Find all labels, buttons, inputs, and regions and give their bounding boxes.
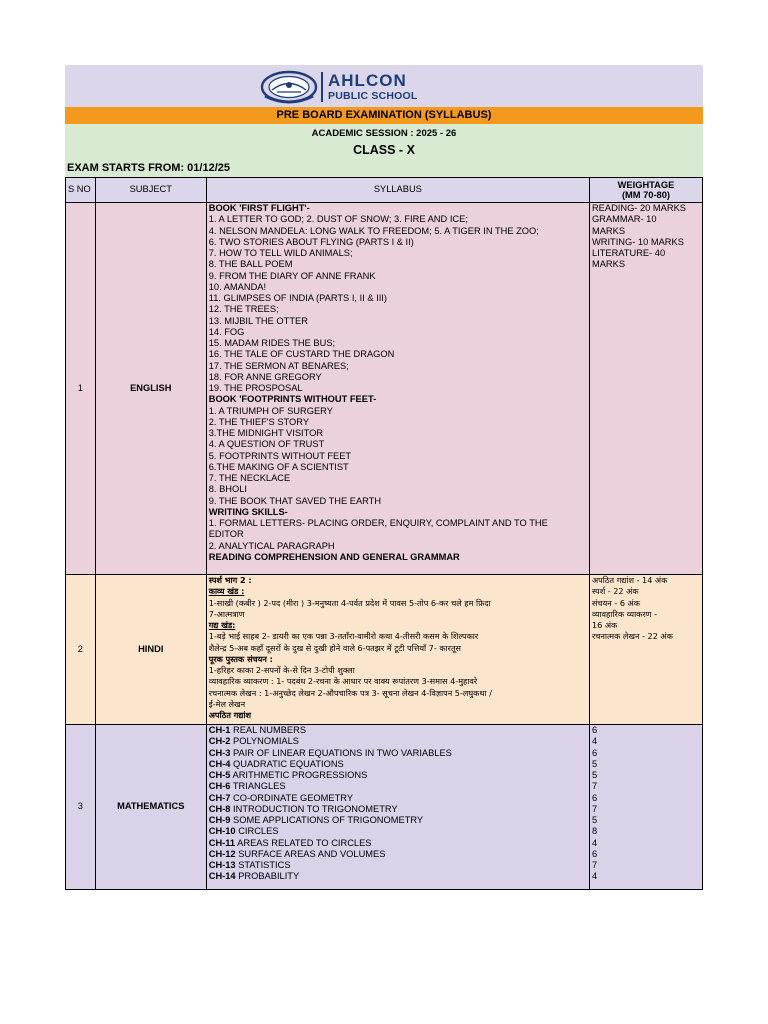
header-sno: S NO (66, 178, 96, 203)
english-syllabus-line: 13. MIJBIL THE OTTER (208, 315, 308, 326)
math-chapter-weightage: 4 (591, 736, 598, 747)
math-chapter-weightage: 5 (591, 770, 598, 780)
english-syllabus-line: 5. FOOTPRINTS WITHOUT FEET (208, 450, 352, 461)
hindi-weightage-line: संचयन - 6 अंक (591, 597, 640, 608)
math-chapter-title: SOME APPLICATIONS OF TRIGONOMETRY (230, 815, 424, 825)
hindi-syllabus-line: ई-मेल लेखन (208, 698, 246, 709)
english-syllabus-line: 4. NELSON MANDELA: LONG WALK TO FREEDOM; 5. A TIGER IN THE ZOO; (208, 225, 539, 236)
english-syllabus-line: 16. THE TALE OF CUSTARD THE DRAGON (208, 349, 395, 360)
english-weightage-line: WRITING- 10 MARKS (591, 236, 684, 247)
english-sno: 1 (66, 203, 96, 575)
english-syllabus-line: 14. FOG (208, 326, 245, 337)
hindi-syllabus-line: अपठित गद्यांश (208, 710, 252, 720)
math-chapter-line (209, 804, 587, 815)
math-chapter-number: CH-7 (208, 792, 231, 803)
english-weightage-line: READING- 20 MARKS (591, 203, 686, 213)
math-chapter-title: CIRCLES (235, 826, 279, 837)
logo-text (328, 72, 418, 102)
header-weightage-line2: (MM 70-80) (621, 190, 670, 200)
table-row-english (66, 203, 703, 575)
math-weightage (589, 725, 702, 890)
math-chapter-line (209, 781, 587, 792)
math-chapter-title: TRIANGLES (230, 781, 286, 792)
math-chapter-weightage: 8 (591, 826, 598, 837)
math-chapter-number: CH-5 (208, 770, 231, 780)
math-chapter-line (209, 849, 587, 860)
english-subject: ENGLISH (95, 203, 206, 575)
school-name: AHLCON (328, 71, 407, 91)
math-chapter-title: AREAS RELATED TO CIRCLES (235, 837, 372, 848)
header-subject: SUBJECT (95, 178, 206, 203)
english-syllabus-line: 9. THE BOOK THAT SAVED THE EARTH (208, 495, 382, 506)
math-chapter-weightage: 6 (591, 848, 598, 859)
class-title: CLASS - X (65, 142, 703, 160)
english-syllabus-line: 18. FOR ANNE GREGORY (208, 371, 322, 382)
school-emblem-icon (260, 70, 318, 104)
math-sno: 3 (66, 725, 96, 890)
english-syllabus-line: 7. HOW TO TELL WILD ANIMALS; (208, 248, 353, 258)
math-chapter-weightage: 4 (591, 837, 598, 848)
math-chapter-weightage: 6 (591, 792, 598, 803)
english-syllabus-line: 8. THE BALL POEM (208, 259, 293, 270)
math-chapter-title: PROBABILITY (235, 871, 300, 882)
math-chapter-number: CH-3 (208, 747, 231, 758)
hindi-syllabus-line: व्यावहारिक व्याकरण : 1- पदबंध 2-रचना के आधार पर वाक्य रूपांतरण 3-समास 4-मुहावरे (208, 676, 478, 687)
english-syllabus-line: 7. THE NECKLACE (208, 473, 291, 483)
hindi-sno: 2 (66, 575, 96, 725)
english-syllabus-line: BOOK 'FOOTPRINTS WITHOUT FEET- (208, 394, 377, 405)
syllabus-table (65, 177, 703, 890)
math-chapter-number: CH-10 (208, 826, 236, 837)
english-syllabus-line: 11. GLIMPSES OF INDIA (PARTS I, II & III) (208, 293, 387, 303)
hindi-weightage (589, 575, 702, 725)
english-syllabus-line: 1. A TRIUMPH OF SURGERY (208, 405, 333, 416)
school-subtitle: PUBLIC SCHOOL (328, 90, 418, 103)
math-chapter-number: CH-1 (208, 725, 231, 735)
hindi-syllabus-line: शैलेन्द्र 5-अब कहाँ दूसरों के दुख से दुखी होने वाले 6-पतझर में टूटी पत्तियाँ 7- कारतूस (208, 642, 462, 653)
exam-title: PRE BOARD EXAMINATION (SYLLABUS) (65, 107, 703, 124)
math-chapter-line (209, 759, 587, 770)
hindi-syllabus-line: 1-हरिहर काका 2-सपनों के-से दिन 3-टोपी शुक्ला (208, 665, 355, 675)
math-chapter-weightage: 5 (591, 758, 598, 769)
table-header-row (66, 178, 703, 203)
english-syllabus-line: 2. ANALYTICAL PARAGRAPH (208, 540, 335, 551)
hindi-syllabus-line: स्पर्श भाग 2 : (208, 575, 252, 585)
hindi-weightage-line: रचनात्मक लेखन - 22 अंक (591, 631, 673, 642)
math-chapter-line (209, 815, 587, 826)
english-syllabus-line: 10. AMANDA! (208, 281, 267, 292)
hindi-syllabus-line: गद्य खंड: (208, 620, 236, 630)
math-chapter-weightage: 5 (591, 815, 598, 825)
math-chapter-line (209, 736, 587, 747)
hindi-syllabus-line: 1-बड़े भाई साहब 2- डायरी का एक पन्ना 3-तताँरा-वामीरो कथा 4-तीसरी कसम के शिल्पकार (208, 631, 479, 642)
hindi-weightage-line: अपठित गद्यांश - 14 अंक (591, 575, 668, 585)
math-syllabus (206, 725, 589, 890)
math-chapter-weightage: 7 (591, 781, 598, 792)
english-syllabus-line: EDITOR (208, 529, 244, 540)
math-chapter-title: INTRODUCTION TO TRIGONOMETRY (230, 803, 398, 814)
hindi-syllabus-line: काव्य खंड : (208, 586, 245, 597)
math-chapter-line (209, 770, 587, 781)
math-chapter-weightage: 6 (591, 747, 598, 758)
header-weightage (589, 178, 702, 203)
english-weightage-line: MARKS (591, 225, 626, 236)
english-syllabus-line: 8. BHOLI (208, 484, 247, 495)
school-logo (260, 70, 418, 104)
math-chapter-number: CH-6 (208, 781, 231, 792)
logo-divider (321, 72, 323, 102)
hindi-syllabus-line: 7-आत्मत्राण (208, 608, 245, 619)
exam-start-date: EXAM STARTS FROM: 01/12/25 (65, 160, 703, 177)
math-chapter-title: ARITHMETIC PROGRESSIONS (230, 770, 368, 780)
math-chapter-number: CH-4 (208, 758, 231, 769)
math-chapter-title: SURFACE AREAS AND VOLUMES (235, 848, 386, 859)
hindi-weightage-line: व्यावहारिक व्याकरण - (591, 608, 658, 619)
math-chapter-number: CH-14 (208, 871, 236, 882)
math-chapter-title: STATISTICS (235, 860, 291, 870)
academic-session: ACADEMIC SESSION : 2025 - 26 (65, 124, 703, 142)
english-syllabus-line: 4. A QUESTION OF TRUST (208, 439, 325, 450)
english-syllabus-line: 17. THE SERMON AT BENARES; (208, 360, 349, 371)
math-chapter-number: CH-9 (208, 815, 231, 825)
hindi-syllabus-line: पूरक पुस्तक संचयन : (208, 653, 273, 664)
logo-band (65, 65, 703, 107)
english-syllabus-line: 15. MADAM RIDES THE BUS; (208, 338, 336, 348)
math-chapter-number: CH-11 (208, 837, 236, 848)
english-syllabus-line: 6. TWO STORIES ABOUT FLYING (PARTS I & II) (208, 236, 414, 247)
math-chapter-title: PAIR OF LINEAR EQUATIONS IN TWO VARIABLES (230, 747, 452, 758)
english-syllabus-line: 19. THE PROSPOSAL (208, 383, 303, 393)
math-chapter-weightage: 7 (591, 803, 598, 814)
math-chapter-title: CO-ORDINATE GEOMETRY (230, 792, 354, 803)
english-syllabus-line: 1. FORMAL LETTERS- PLACING ORDER, ENQUIRY, COMPLAINT AND TO THE (208, 518, 548, 528)
math-chapter-line (209, 871, 587, 882)
math-chapter-line (209, 748, 587, 759)
math-chapter-title: POLYNOMIALS (230, 736, 299, 747)
table-row-hindi (66, 575, 703, 725)
math-chapter-number: CH-2 (208, 736, 231, 747)
math-chapter-title: QUADRATIC EQUATIONS (230, 758, 344, 769)
hindi-syllabus (206, 575, 589, 725)
math-chapter-number: CH-13 (208, 860, 236, 870)
english-syllabus-line: WRITING SKILLS- (208, 506, 288, 517)
hindi-syllabus-line: रचनात्मक लेखन : 1-अनुच्छेद लेखन 2-औपचारिक पत्र 3- सूचना लेखन 4-विज्ञापन 5-लघुकथा / (208, 687, 492, 698)
english-weightage-line: LITERATURE- 40 (591, 248, 666, 258)
english-syllabus-line: READING COMPREHENSION AND GENERAL GRAMMAR (208, 551, 460, 562)
math-chapter-weightage: 6 (591, 725, 598, 735)
math-subject: MATHEMATICS (95, 725, 206, 890)
hindi-weightage-line: 16 अंक (591, 620, 618, 630)
math-chapter-line (209, 860, 587, 871)
table-row-mathematics (66, 725, 703, 890)
english-weightage-line: GRAMMAR- 10 (591, 214, 657, 225)
header-weightage-line1: WEIGHTAGE (617, 179, 675, 190)
hindi-subject: HINDI (95, 575, 206, 725)
english-syllabus-line: 2. THE THIEF'S STORY (208, 416, 310, 427)
hindi-weightage-line: स्पर्श - 22 अंक (591, 586, 639, 597)
english-weightage-line: MARKS (591, 259, 626, 270)
hindi-syllabus-line: 1-साखी (कबीर ) 2-पद (मीरा ) 3-मनुष्यता 4-पर्वत प्रदेश में पावस 5-तोप 6-कर चले हम फ़िदा (208, 597, 491, 608)
english-syllabus-line: BOOK 'FIRST FLIGHT'- (208, 203, 310, 213)
math-chapter-title: REAL NUMBERS (230, 725, 307, 735)
math-chapter-line (209, 826, 587, 837)
english-syllabus-line: 3.THE MIDNIGHT VISITOR (208, 428, 324, 438)
english-weightage (589, 203, 702, 575)
header-syllabus: SYLLABUS (206, 178, 589, 203)
syllabus-sheet (65, 65, 703, 890)
math-chapter-number: CH-8 (208, 803, 231, 814)
english-syllabus-line: 12. THE TREES; (208, 304, 279, 315)
english-syllabus (206, 203, 589, 575)
english-syllabus-line: 6.THE MAKING OF A SCIENTIST (208, 461, 349, 472)
math-chapter-number: CH-12 (208, 848, 236, 859)
english-syllabus-line: 9. FROM THE DIARY OF ANNE FRANK (208, 270, 376, 281)
english-syllabus-line: 1. A LETTER TO GOD; 2. DUST OF SNOW; 3. FIRE AND ICE; (208, 214, 468, 225)
math-chapter-line (209, 725, 587, 736)
math-chapter-weightage: 7 (591, 860, 598, 870)
math-chapter-line (209, 838, 587, 849)
math-chapter-line (209, 793, 587, 804)
math-chapter-weightage: 4 (591, 871, 598, 882)
